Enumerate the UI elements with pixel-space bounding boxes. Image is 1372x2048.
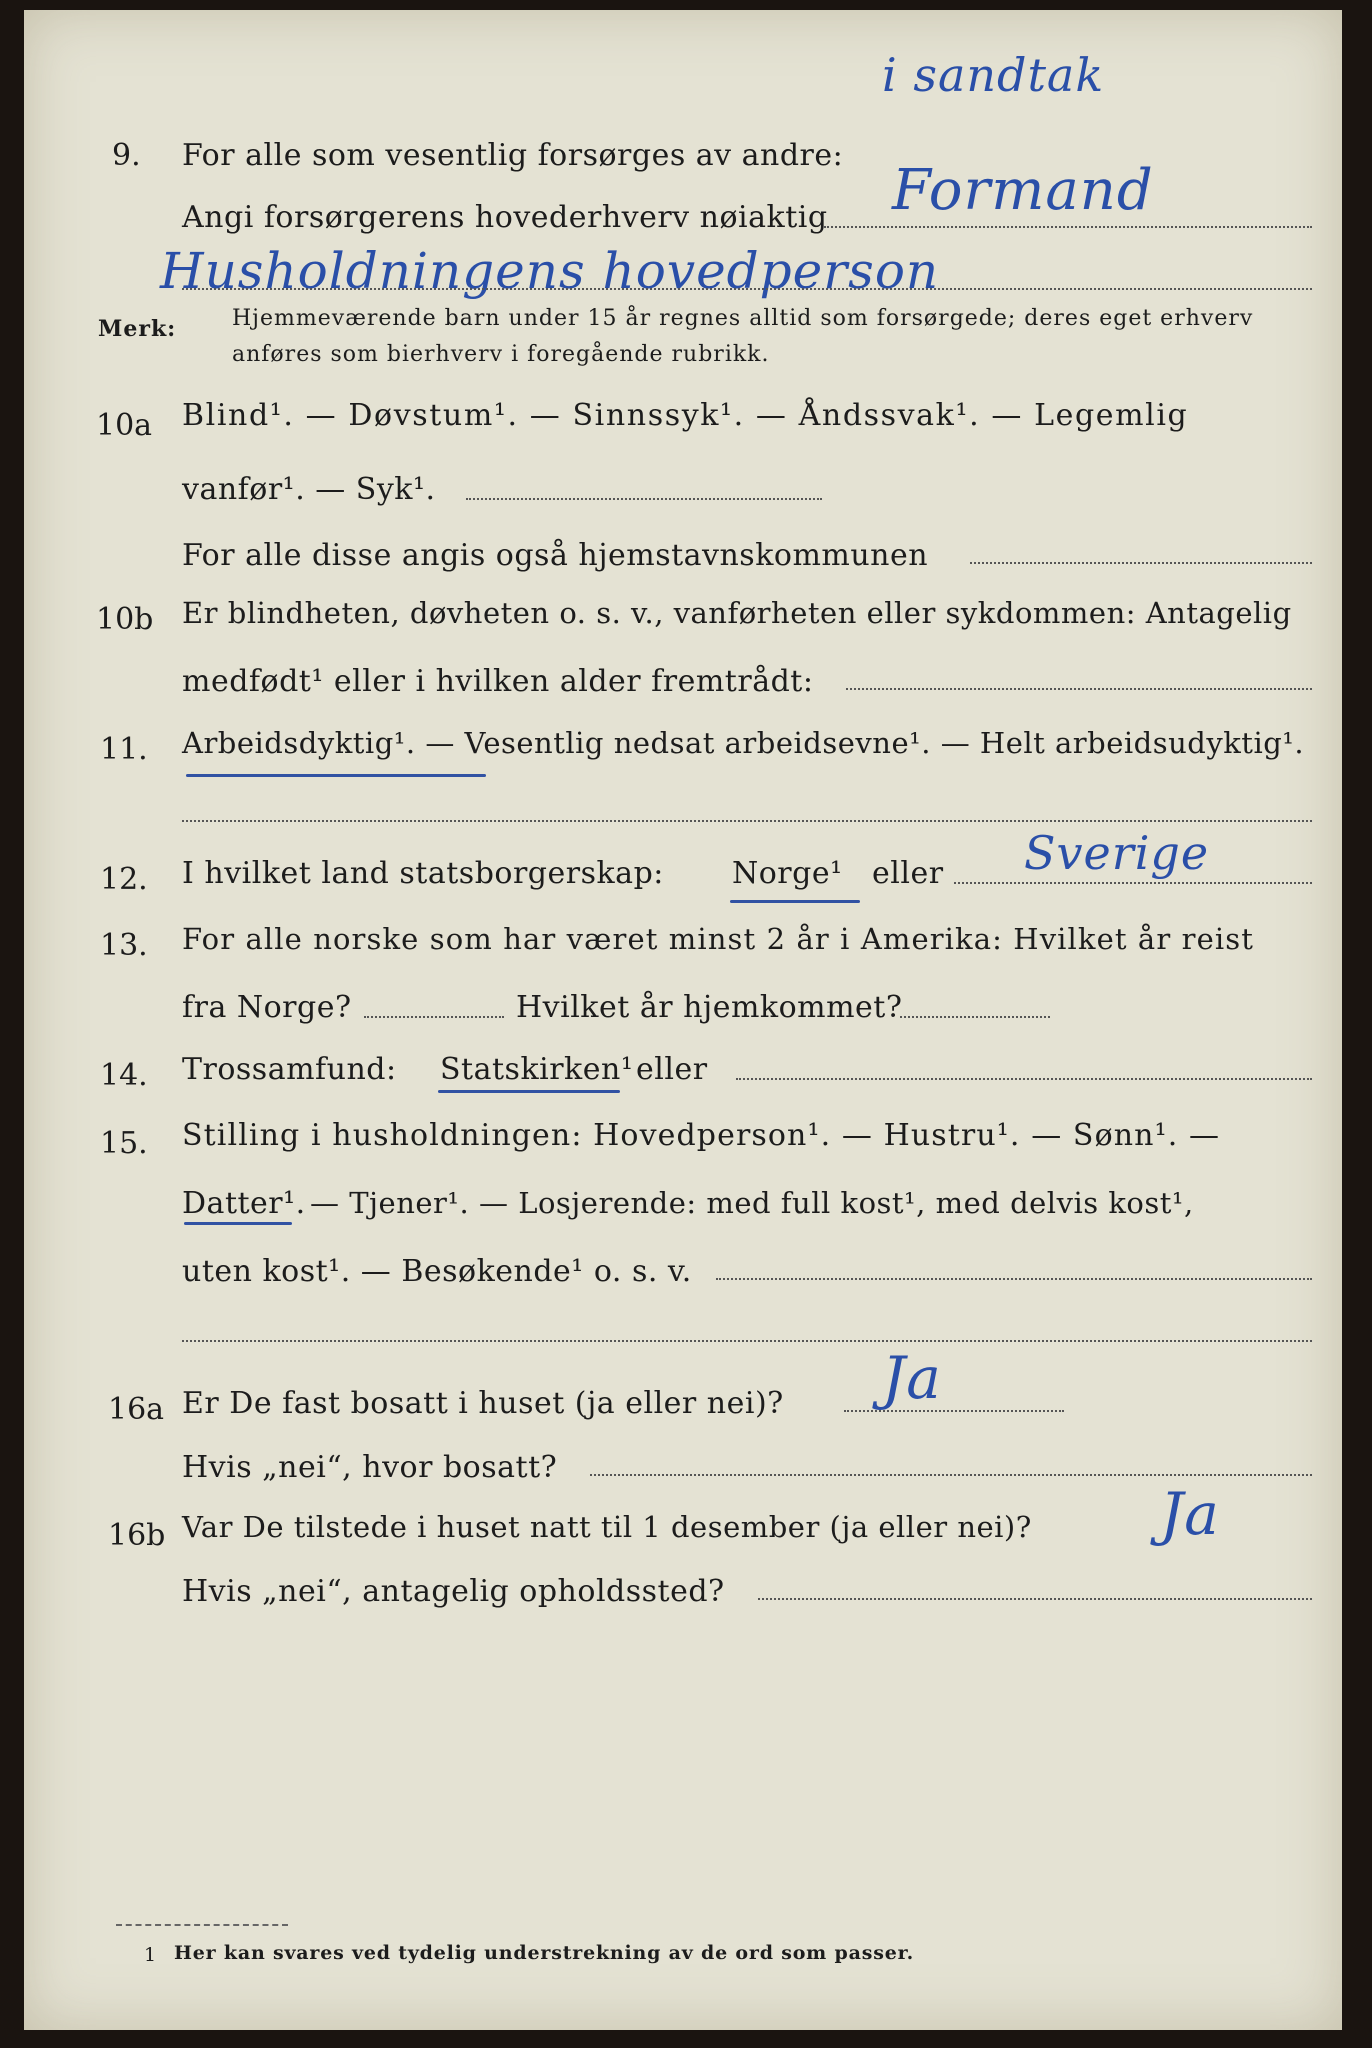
q13-line1: For alle norske som har været minst 2 år i Amerika: Hvilket år reist [182,922,1254,956]
q12-norge: Norge¹ [732,856,843,891]
q14-number: 14. [100,1058,148,1093]
footnote-mark: 1 [144,1944,157,1966]
q12-number: 12. [100,862,148,897]
q15-line1: Stilling i husholdningen: Hovedperson¹. — Hustru¹. — Sønn¹. — [182,1118,1221,1153]
q9-line1: For alle som vesentlig forsørges av andre: [182,138,844,173]
q16b-handwritten-answer: Ja [1160,1480,1220,1548]
q13-number: 13. [100,928,148,963]
q12-line1: I hvilket land statsborgerskap: [182,856,664,891]
q10b-line2: medfødt¹ eller i hvilken alder fremtrådt: [182,664,814,699]
q11-number: 11. [100,732,148,767]
q14-label: Trossamfund: [182,1052,397,1087]
q11-line1: Arbeidsdyktig¹. — Vesentlig nedsat arbeidsevne¹. — Helt arbeidsudyktig¹. [182,726,1305,760]
q15-line3: uten kost¹. — Besøkende¹ o. s. v. [182,1254,692,1289]
q13-line2b: Hvilket år hjemkommet? [516,990,903,1025]
q14-statskirken: Statskirken¹ [440,1052,634,1087]
q10a-line3: For alle disse angis også hjemstavnskommunen [182,538,929,573]
q12-underline-norge [730,900,860,903]
q13-line2a: fra Norge? [182,990,352,1025]
census-form-page [24,10,1342,2030]
merk-label: Merk: [98,316,177,342]
q10b-answer-line [846,688,1312,690]
handwritten-note-top: i sandtak [882,48,1105,102]
q9-answer-line-2 [182,288,1312,290]
q16b-line1: Var De tilstede i huset natt til 1 desember (ja eller nei)? [182,1510,1032,1544]
footnote-rule [116,1924,288,1926]
q15-underline-datter [184,1222,292,1225]
q11-underline-arbeidsdyktig [186,774,486,777]
q9-number: 9. [112,138,141,173]
q10a-answer-line-2 [970,562,1312,564]
q12-handwritten-answer: Sverige [1024,826,1210,880]
q16b-answer-line [758,1598,1312,1600]
q10b-number: 10b [96,602,154,637]
q9-answer-line-1 [824,226,1312,228]
merk-line1: Hjemmeværende barn under 15 år regnes alltid som forsørgede; deres eget erhverv [232,306,1254,331]
q16b-number: 16b [108,1518,166,1553]
q15-datter: Datter¹. [182,1186,306,1221]
q9-handwritten-answer-b: Husholdningens hovedperson [160,242,940,300]
q15-line2: — Tjener¹. — Losjerende: med full kost¹, med delvis kost¹, [310,1186,1194,1220]
q10a-line2: vanfør¹. — Syk¹. [182,472,436,507]
footnote-text: Her kan svares ved tydelig understrekning av de ord som passer. [174,1942,915,1964]
q16a-line2: Hvis „nei“, hvor bosatt? [182,1450,558,1485]
q15-answer-line-1 [716,1278,1312,1280]
q16a-answer-line-2 [590,1474,1312,1476]
q13-answer-line-2 [900,1016,1050,1018]
q14-eller: eller [636,1052,708,1087]
q16a-handwritten-answer: Ja [882,1344,942,1412]
q16b-line2: Hvis „nei“, antagelig opholdssted? [182,1574,725,1609]
q15-answer-line-2 [182,1340,1312,1342]
q12-answer-line [954,882,1312,884]
q9-line2: Angi forsørgerens hovederhverv nøiaktig [182,200,828,235]
q13-answer-line-1 [364,1016,504,1018]
q10a-answer-line-1 [466,498,822,500]
q11-answer-line [182,820,1312,822]
q9-handwritten-answer-a: Formand [892,158,1154,223]
merk-line2: anføres som bierhverv i foregående rubrikk. [232,342,770,367]
q10a-line1: Blind¹. — Døvstum¹. — Sinnssyk¹. — Åndssvak¹. — Legemlig [182,398,1189,433]
q14-answer-line [736,1078,1312,1080]
q12-eller: eller [872,856,944,891]
q10a-number: 10a [96,408,153,443]
q16a-number: 16a [108,1392,165,1427]
q10b-line1: Er blindheten, døvheten o. s. v., vanførheten eller sykdommen: Antagelig [182,596,1292,630]
q14-underline-statskirken [438,1090,620,1093]
q16a-line1: Er De fast bosatt i huset (ja eller nei)? [182,1386,784,1421]
q16a-answer-line-1 [844,1410,1064,1412]
q15-number: 15. [100,1126,148,1161]
